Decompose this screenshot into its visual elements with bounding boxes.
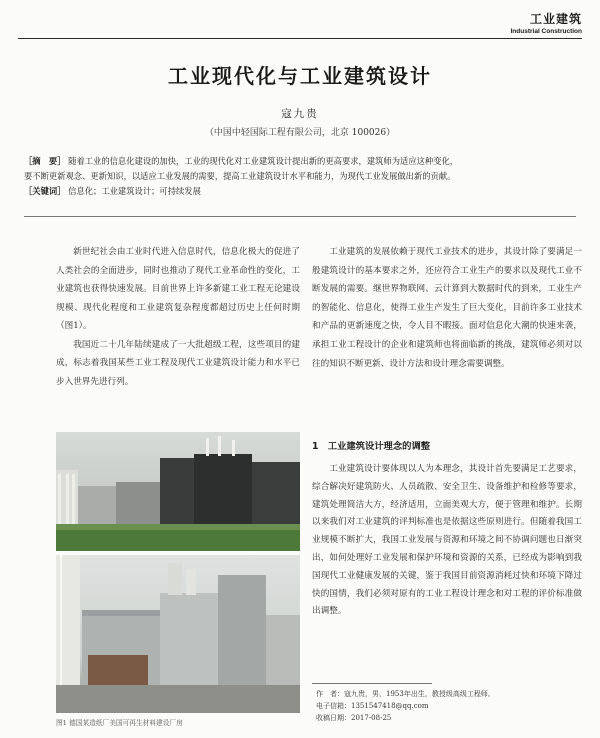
keywords-line xyxy=(24,184,576,199)
section-1-heading: 1 工业建筑设计理念的调整 xyxy=(312,441,431,452)
abstract-line-1 xyxy=(24,154,576,169)
footnote xyxy=(316,688,495,724)
left-column xyxy=(56,243,300,391)
affiliation: （中国中轻国际工程有限公司，北京 100026） xyxy=(204,128,396,138)
right-paragraph-1: 工业建筑的发展依赖于现代工业技术的进步，其设计除了要满足一般建筑设计的基本要求之外，还应符合工业生产的要求以及现代工业不断发展的需要。继世界物联网、云计算到大数据时代的到来，工业生产的智能化、信息化，使得工业生产发生了巨大变化，目前许多工业技术和产品的更新速度之快，令人目不暇接。面对信息化大潮的快速来袭，承担工业工程设计的企业和建筑师也将面临新的挑战，建筑师必须对以往的知识不断更新、设计方法和设计理念需要调整。 xyxy=(312,247,582,369)
footnote-rule xyxy=(312,683,432,684)
left-paragraph-1: 新世纪社会由工业时代进入信息时代，信息化极大的促进了人类社会的全面进步，同时也推动了现代工业革命性的变化，工业建筑也获得快速发展。目前世界上许多新建工业工程无论建设规模、现代化程度和工业建筑复杂程度都超过历史上任何时期（图1）。 xyxy=(56,247,300,331)
figure-caption: 图1 德国某造纸厂美国可再生材料建设厂房 xyxy=(56,719,183,727)
abstract-text-1: 随着工业的信息化建设的加快，工业的现代化对工业建筑设计提出新的更高要求，建筑师为适应这种变化， xyxy=(68,156,459,166)
header-rule xyxy=(18,38,582,39)
keywords-tag: ［关键词］ xyxy=(24,186,66,196)
footnote-email: 电子信箱：1351547418@qq.com xyxy=(316,702,429,710)
factory-illustration-1 xyxy=(56,432,300,551)
factory-illustration-2 xyxy=(56,555,300,713)
photo-factory-top xyxy=(56,432,300,551)
author: 寇九贵 xyxy=(281,108,319,120)
abstract-text-2: 要不断更新观念、更新知识，以适应工业发展的需要，提高工业建筑设计水平和能力，为现代工业发展做出新的贡献。 xyxy=(24,171,456,181)
section-1-body xyxy=(312,461,582,621)
abstract-block xyxy=(24,154,576,199)
footnote-author: 作 者：寇九贵，男，1953年出生，教授级高级工程师。 xyxy=(316,690,495,698)
header-cn: 工业建筑 xyxy=(529,12,582,26)
abstract-tag: ［摘 要］ xyxy=(24,156,66,166)
keywords-text: 信息化；工业建筑设计；可持续发展 xyxy=(68,186,201,196)
left-paragraph-2: 我国近二十几年陆续建成了一大批超级工程，这些项目的建成，标志着我国某些工业工程及现代工业建筑设计能力和水平已步入世界先进行列。 xyxy=(56,339,300,387)
running-header xyxy=(511,10,583,35)
abstract-rule xyxy=(24,216,576,217)
header-en: Industrial Construction xyxy=(510,28,582,35)
section-1-paragraph: 工业建筑设计要体现以人为本理念，其设计首先要满足工艺要求，综合解决好建筑防火、人员疏散、安全卫生、设备维护和检修等要求，建筑处理简洁大方，经济适用，立面美观大方，便于管理和维护。长期以来我们对工业建筑的评判标准也是依据这些原则进行。但随着我国工业规模不断扩大，我国工业发展与资源和环境之间不协调问题也日渐突出，如何处理好工业发展和保护环境和资源的关系，已经成为影响到我国现代工业健康发展的关键，鉴于我国目前资源消耗过快和环境下降过快的国情，我们必须对原有的工业工程设计理念和对工程的评价标准做出调整。 xyxy=(312,464,582,617)
photo-factory-bottom xyxy=(56,555,300,713)
paper-title: 工业现代化与工业建筑设计 xyxy=(168,64,432,88)
footnote-received: 收稿日期：2017-08-25 xyxy=(316,714,392,722)
right-column xyxy=(312,243,582,373)
